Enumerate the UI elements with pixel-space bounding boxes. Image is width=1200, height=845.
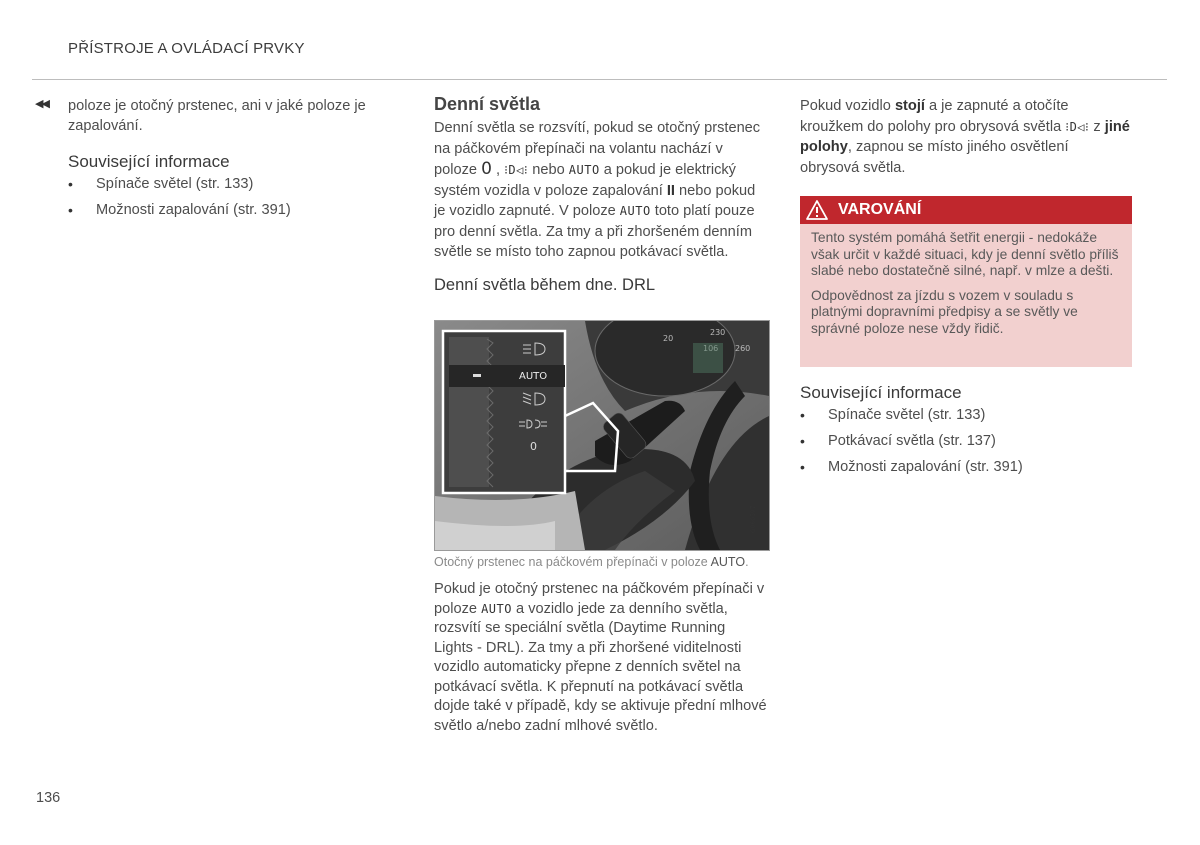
related-link-ignition[interactable]: • Možnosti zapalování (str. 391) (68, 200, 388, 220)
right-intro-paragraph: Pokud vozidlo stojí a je zapnuté a otočíte kroužkem do polohy pro obrysová světla ⁝D◁⁝ z jiné polohy, zapnou se místo jiného osvětlení obrysová světla. (800, 98, 1130, 176)
lever-illustration (434, 320, 770, 551)
related-info-heading: Související informace (800, 383, 962, 402)
svg-text:230: 230 (710, 328, 726, 337)
figure-code: G060597 (750, 505, 757, 533)
auto-symbol: AUTO (619, 204, 651, 218)
drl-heading: Denní světla během dne. DRL (434, 275, 656, 294)
related-info-list (800, 405, 1130, 477)
ring-zero-label: 0 (530, 440, 537, 453)
continuation-text: poloze je otočný prstenec, ani v jaké poloze je zapalování. (68, 98, 366, 134)
warning-header (800, 196, 1132, 224)
warning-body (800, 224, 1132, 367)
related-info-heading: Související informace (68, 152, 230, 171)
related-info-list (68, 174, 388, 220)
auto-symbol: AUTO (568, 163, 600, 177)
figure-caption: Otočný prstenec na páčkovém přepínači v poloze AUTO. (434, 555, 749, 569)
auto-symbol: AUTO (481, 601, 512, 616)
previous-page-arrow-icon[interactable]: ◀◀ (35, 98, 48, 110)
middle-column (434, 94, 766, 295)
svg-text:20: 20 (663, 334, 674, 343)
drl-paragraph-wrap (434, 580, 768, 736)
parking-light-icon: ⁝D◁⁝ (504, 163, 529, 177)
warning-paragraph-1: Tento systém pomáhá šetřit energii - nedokáže však určit v každé situaci, kdy je denní světlo příliš slabé nebo dostatečně silné, např. v mlze a dešti. (811, 230, 1119, 279)
left-column (68, 96, 388, 226)
lever-illustration-svg (435, 321, 769, 550)
related-link-low-beam[interactable]: • Potkávací světla (str. 137) (800, 431, 1130, 451)
page-number: 136 (36, 790, 61, 806)
related-link-light-switches[interactable]: • Spínače světel (str. 133) (68, 174, 388, 194)
related-link-ignition[interactable]: • Možnosti zapalování (str. 391) (800, 457, 1130, 477)
warning-title: VAROVÁNÍ (838, 201, 922, 218)
position-zero-symbol: 0 (481, 159, 492, 179)
header-rule (32, 79, 1167, 80)
page-header-title: PŘÍSTROJE A OVLÁDACÍ PRVKY (68, 40, 305, 57)
intro-paragraph: Denní světla se rozsvítí, pokud se otočný prstenec na páčkovém přepínači na volantu nachází v poloze 0 , ⁝D◁⁝ nebo AUTO a pokud je elektrický systém vozidla v poloze zapalování II nebo pokud je vozidlo zapnuté. V poloze AUTO toto platí pouze pro denní světla. Za tmy a při zhoršeném denním světle se místo toho zapnou potkávací světla. (434, 120, 761, 260)
ring-auto-label: AUTO (519, 371, 548, 382)
drl-paragraph: Pokud je otočný prstenec na páčkovém přepínači v poloze AUTO a vozidlo jede za denního světla, rozsvítí se speciální světla (Daytime Running Lights - DRL). Za tmy a při zhoršené viditelnosti vozidlo automaticky přepne z denních světel na potkávací světla. K přepnutí na potkávací světla dojde také v případě, kdy se aktivuje přední mlhové světlo a/nebo zadní mlhové světlo. (434, 581, 767, 734)
warning-paragraph-2: Odpovědnost za jízdu s vozem v souladu s platnými dopravními předpisy a se světly ve správné poloze nese vždy řidič. (811, 287, 1078, 336)
warning-triangle-icon (806, 200, 828, 220)
right-related (800, 383, 1130, 483)
section-title: Denní světla (434, 94, 541, 114)
related-link-light-switches[interactable]: • Spínače světel (str. 133) (800, 405, 1130, 425)
svg-text:260: 260 (735, 344, 751, 353)
parking-light-icon: ⁝D◁⁝ (1065, 119, 1090, 134)
right-column (800, 96, 1130, 178)
